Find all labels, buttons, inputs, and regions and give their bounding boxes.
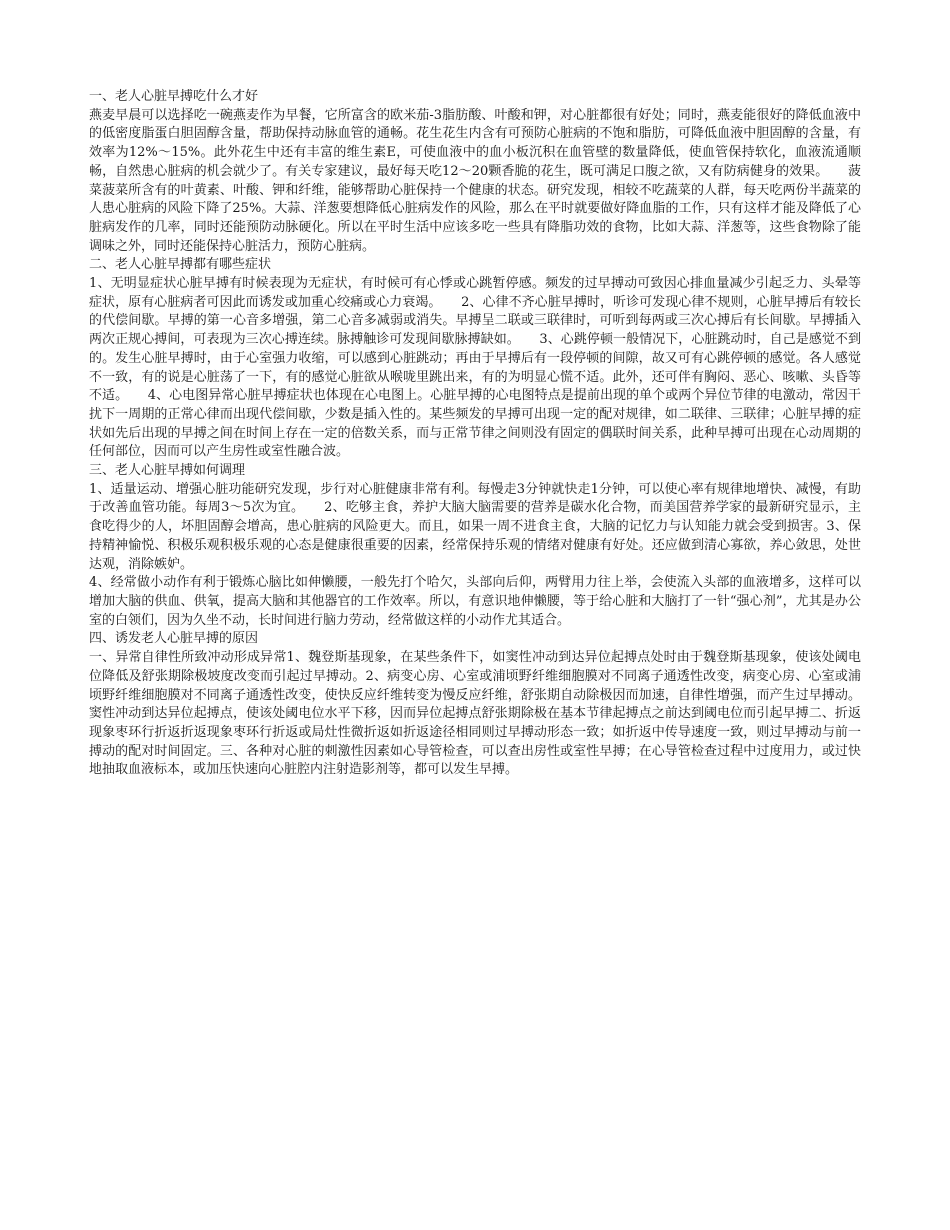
- paragraph: 一、异常自律性所致冲动形成异常1、魏登斯基现象，在某些条件下，如窦性冲动到达异位起搏点处时由于魏登斯基现象，使该处阈电位降低及舒张期除极坡度改变而引起过早搏动。2、病变心房、心室或浦顷野纤维细胞膜对不同离子通透性改变，病变心房、心室或浦顷野纤维细胞膜对不同离子通透性改变，使快反应纤维转变为慢反应纤维，舒张期自动除极因而加速，自律性增强，而产生过早搏动。窦性冲动到达异位起搏点，使该处阈电位水平下移，因而异位起搏点舒张期除极在基本节律起搏点之前达到阈电位而引起早搏二、折返现象枣环行折返折返现象枣环行折返或局灶性微折返如折返途径相同则过早搏动形态一致；如折返中传导速度一致，则过早搏动与前一搏动的配对时间固定。三、各种对心脏的刺激性因素如心导管检查，可以查出房性或室性早搏；在心导管检查过程中过度用力，或过快地抽取血液标本，或加压快速向心脏腔内注射造影剂等，都可以发生早搏。: [89, 650, 861, 778]
- section-causes: [89, 630, 861, 780]
- paragraph: 4、经常做小动作有利于锻炼心脑比如伸懒腰，一般先打个哈欠，头部向后仰，两臂用力往上举，会使流入头部的血液增多，这样可以增加大脑的供血、供氧，提高大脑和其他器官的工作效率。所以，有意识地伸懒腰，等于给心脏和大脑打了一针“强心剂”，尤其是办公室的白领们，因为久坐不动，长时间进行脑力劳动，经常做这样的小动作尤其适合。: [89, 575, 861, 628]
- section-heading: 一、老人心脏早搏吃什么才好: [89, 89, 259, 104]
- section-diet: [89, 88, 861, 256]
- paragraph: 1、无明显症状心脏早搏有时候表现为无症状，有时候可有心悸或心跳暂停感。频发的过早搏动可致因心排血量减少引起乏力、头晕等症状，原有心脏病者可因此而诱发或加重心绞痛或心力衰竭。 2、心律不齐心脏早搏时，听诊可发现心律不规则，心脏早搏后有较长的代偿间歇。早搏的第一心音多增强，第二心音多减弱或消失。早搏呈二联或三联律时，可听到每两或三次心搏后有长间歇。早搏插入两次正规心搏间，可表现为三次心搏连续。脉搏触诊可发现间歇脉搏缺如。 3、心跳停顿一般情况下，心脏跳动时，自己是感觉不到的。发生心脏早搏时，由于心室强力收缩，可以感到心脏跳动；再由于早搏后有一段停顿的间隙，故又可有心跳停顿的感觉。各人感觉不一致，有的说是心脏荡了一下，有的感觉心脏欲从喉咙里跳出来，有的为明显心慌不适。此外，还可伴有胸闷、恶心、咳嗽、头昏等不适。 4、心电图异常心脏早搏症状也体现在心电图上。心脏早搏的心电图特点是提前出现的单个或两个异位节律的电激动，常因干扰下一周期的正常心律而出现代偿间歇，少数是插入性的。某些频发的早搏可出现一定的配对规律，如二联律、三联律；心脏早搏的症状如先后出现的早搏之间在时间上存在一定的倍数关系，而与正常节律之间则没有固定的偶联时间关系，此种早搏可出现在心动周期的任何部位，因而可以产生房性或室性融合波。: [89, 276, 861, 460]
- section-heading: 四、诱发老人心脏早搏的原因: [89, 631, 259, 647]
- section-heading: 三、老人心脏早搏如何调理: [89, 463, 246, 479]
- paragraph: 1、适量运动、增强心脏功能研究发现，步行对心脏健康非常有利。每慢走3分钟就快走1分钟，可以使心率有规律地增快、减慢，有助于改善血管功能。每周3～5次为宜。 2、吃够主食，养护大脑大脑需要的营养是碳水化合物，而美国营养学家的最新研究显示，主食吃得少的人，坏胆固醇会增高，患心脏病的风险更大。而且，如果一周不进食主食，大脑的记忆力与认知能力就会受到损害。3、保持精神愉悦、积极乐观积极乐观的心态是健康很重要的因素，经常保持乐观的情绪对健康有好处。还应做到清心寡欲，养心敛思，处世达观，消除嫉妒。: [89, 481, 861, 572]
- document-body: [89, 88, 861, 780]
- section-heading: 二、老人心脏早搏都有哪些症状: [89, 257, 272, 273]
- section-symptoms: [89, 256, 861, 462]
- paragraph: 燕麦早晨可以选择吃一碗燕麦作为早餐，它所富含的欧米茄-3脂肪酸、叶酸和钾，对心脏都很有好处；同时，燕麦能很好的降低血液中的低密度脂蛋白胆固醇含量，帮助保持动脉血管的通畅。花生花生内含有可预防心脏病的不饱和脂肪，可降低血液中胆固醇的含量，有效率为12%～15%。此外花生中还有丰富的维生素E，可使血液中的血小板沉积在血管壁的数量降低，使血管保持软化，血液流通顺畅，自然患心脏病的机会就少了。有关专家建议，最好每天吃12～20颗香脆的花生，既可满足口腹之欲，又有防病健身的效果。 菠菜菠菜所含有的叶黄素、叶酸、钾和纤维，能够帮助心脏保持一个健康的状态。研究发现，相较不吃蔬菜的人群，每天吃两份半蔬菜的人患心脏病的风险下降了25%。大蒜、洋葱要想降低心脏病发作的风险，那么在平时就要做好降血脂的工作，只有这样才能及降低了心脏病发作的几率，同时还能预防动脉硬化。所以在平时生活中应该多吃一些具有降脂功效的食物，比如大蒜、洋葱等，这些食物除了能调味之外，同时还能保持心脏活力，预防心脏病。: [89, 107, 861, 254]
- section-care: [89, 462, 861, 630]
